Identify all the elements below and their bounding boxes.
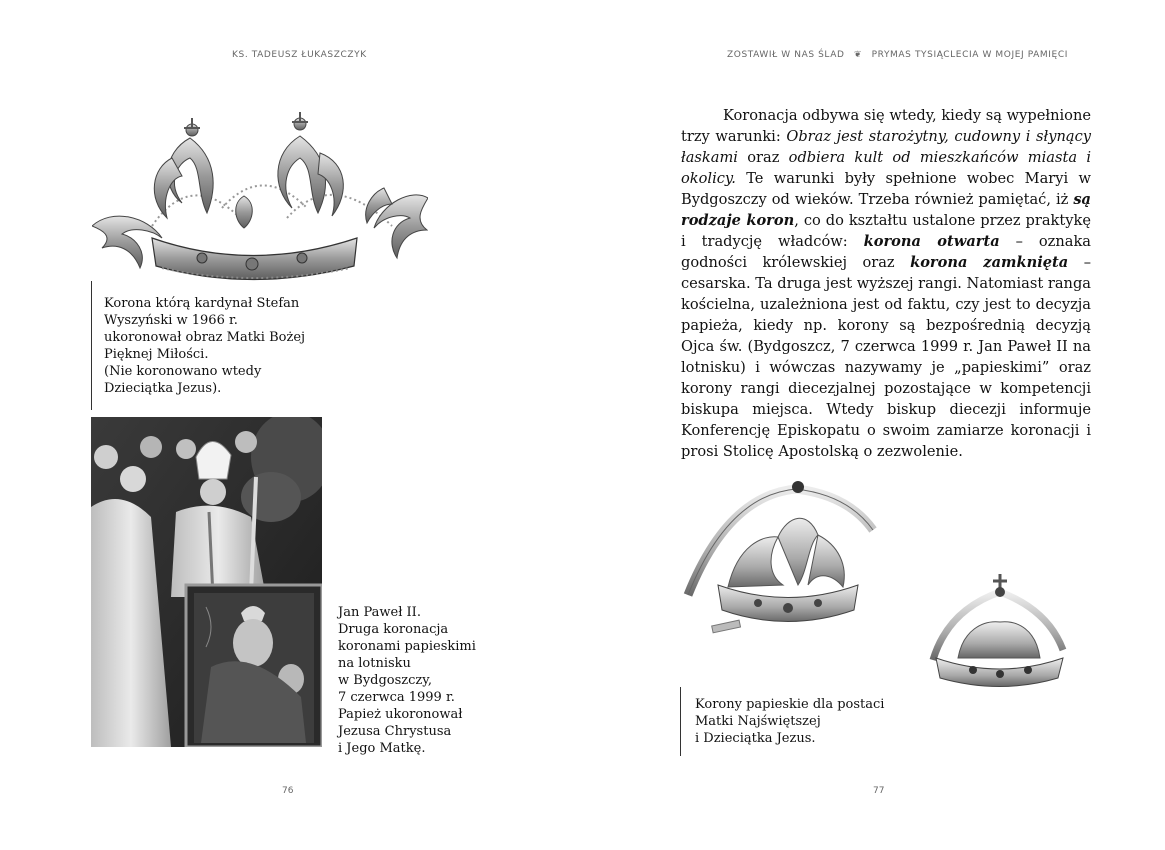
text-run: – cesarska. Ta druga jest wyższej rangi. Natomiast ranga kościelna, uzależniona jest od faktu, czy jest to decyzja papieża, kiedy np. korony są bezpośrednią decyzją Ojca św. (Bydgoszcz, 7 czerwca 1999 r. Jan Paweł II na lotnisku) i wówczas nazywamy je „papieskimi” oraz korony rangi diecezjalnej pozostające w kompetencji biskupa miejsca. Wtedy biskup diecezji informuje Konferencję Episkopatu o swoim zamiarze koronacji i prosi Stolicę Apostolską o zezwolenie. (681, 254, 1092, 460)
running-head-book (727, 50, 1068, 60)
bold-italic-run: korona zamknięta (910, 254, 1069, 271)
main-paragraph (681, 105, 1091, 462)
crowns-caption-line: Korony papieskie dla postaci (695, 697, 885, 712)
running-head-subtitle: PRYMAS TYSIĄCLECIA W MOJEJ PAMIĘCI (871, 50, 1068, 60)
fleuron-icon: ❦ (854, 50, 863, 60)
crowns-caption-line: i Dzieciątka Jezus. (695, 731, 816, 746)
text-run: , co do kształtu ustalone przez praktykę i tradycję władców: (681, 212, 1091, 250)
crowns-caption (680, 687, 925, 756)
papal-crown-small-illustration (918, 570, 1068, 690)
bold-italic-run: korona otwarta (863, 233, 1000, 250)
photo-caption-line: koronami papieskimi (338, 639, 476, 654)
right-page (582, 0, 1165, 850)
page-number-left: 76 (282, 786, 294, 796)
crown-caption-line: Pięknej Miłości. (104, 347, 209, 362)
photo-caption-line: 7 czerwca 1999 r. (338, 690, 455, 705)
crown-caption-line: Korona którą kardynał Stefan (104, 296, 300, 311)
crown-caption-line: Dzieciątka Jezus). (104, 381, 222, 396)
text-run: oraz (737, 149, 789, 166)
photo-caption-line: i Jego Matkę. (338, 741, 426, 756)
running-head-author: KS. TADEUSZ ŁUKASZCZYK (232, 50, 367, 60)
main-paragraph-block (681, 105, 1091, 462)
text-run: Te warunki były spełnione wobec Maryi w Bydgoszczy od wieków. Trzeba również pamiętać, iż (681, 170, 1091, 208)
photo-caption-line: w Bydgoszczy, (338, 673, 433, 688)
left-page (0, 0, 582, 850)
photo-caption-line: Druga koronacja (338, 622, 449, 637)
photo-caption-line: Papież ukoronował (338, 707, 463, 722)
italic-run: Obraz jest starożytny, cudowny i słynący łaskami (681, 128, 1092, 166)
bold-italic-run: są rodzaje koron (681, 191, 1091, 229)
page-number-right: 77 (873, 786, 885, 796)
crown-caption-line: (Nie koronowano wtedy (104, 364, 262, 379)
running-head-title: ZOSTAWIŁ W NAS ŚLAD (727, 50, 845, 60)
papal-crown-large-illustration (668, 475, 888, 635)
crown-caption-line: Wyszyński w 1966 r. (104, 313, 238, 328)
coronation-photo (91, 417, 322, 747)
crown-caption-line: ukoronował obraz Matki Bożej (104, 330, 306, 345)
photo-caption-line: na lotnisku (338, 656, 411, 671)
crowns-caption-line: Matki Najświętszej (695, 714, 821, 729)
photo-caption (338, 604, 488, 757)
italic-run: odbiera kult od mieszkańców miasta i okolicy. (681, 149, 1091, 187)
crown-caption (91, 281, 334, 410)
text-run: – oznaka godności królewskiej oraz (681, 233, 1092, 271)
photo-caption-line: Jan Paweł II. (338, 605, 421, 620)
ornate-crown-illustration (92, 108, 428, 284)
text-run: Koronacja odbywa się wtedy, kiedy są wypełnione trzy warunki: (681, 107, 1091, 145)
photo-caption-line: Jezusa Chrystusa (338, 724, 452, 739)
